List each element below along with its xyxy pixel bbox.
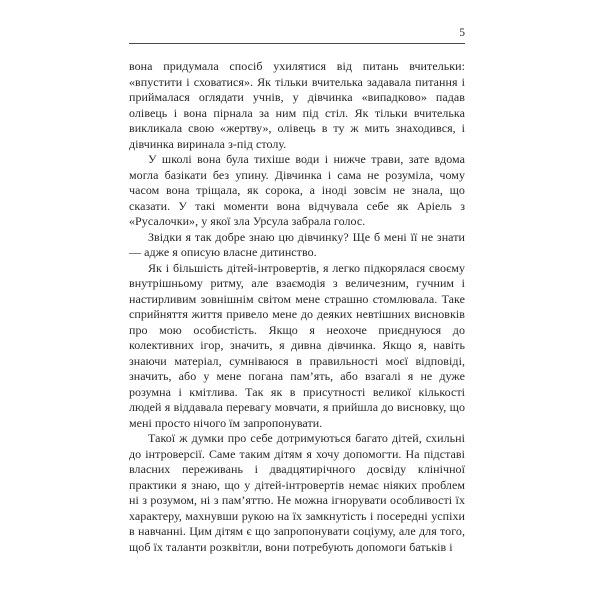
page-number: 5 [459,27,465,39]
page-header-rule [129,26,465,44]
paragraph: У школі вона була тихіше води і нижче трави, зате вдома могла базікати без упину. Дівчинка і сама не розуміла, чому часом вона тріщала, як сорока, а іноді зовсім не знала, що сказати. У такі моменти вона відчувала себе як Аріель з «Русалочки», у якої зла Урсула забрала голос. [129,152,465,228]
paragraph: Такої ж думки про себе дотримуються багато дітей, схильні до інтроверсії. Саме таким дітям я хочу допомогти. На підставі власних переживань і двадцятирічного досвіду клінічної практики я знаю, що у дітей-інтровертів немає ніяких проблем ні з розумом, ні з пам’яттю. Не можна ігнорувати особливості їх характеру, махнувши рукою на їх замкнутість і посередні успіхи в навчанні. Цим дітям є що запропонувати соціуму, але для того, щоб їх таланти розквітли, вони потребують допомоги батьків і [129,431,465,554]
text-column [129,26,465,555]
paragraph: вона придумала спосіб ухилятися від питань вчительки: «впустити і сховатися». Як тільки вчителька задавала питання і приймалася оглядати учнів, у дівчинка «випадково» падав олівець і вона пірнала за ним під стіл. Як тільки вчителька викликала свою «жертву», олівець в ту ж мить знаходився, і дівчинка виринала з-під столу. [129,59,465,151]
paragraph: Як і більшість дітей-інтровертів, я легко підкорялася своєму внутрішньому ритму, але взаємодія з величезним, гучним і настирливим зовнішнім світом мене страшно стомлювала. Таке сприйняття життя привело мене до деяких невтішних висновків про мою особистість. Якщо я неохоче приєднуюся до колективних ігор, значить, я дивна дівчинка. Якщо я, навіть знаючи матеріал, сумніваюся в правильності моєї відповіді, значить, або у мене погана пам’ять, або взагалі я не дуже розумна і кмітлива. Так як в присутності великої кількості людей я віддавала перевагу мовчати, я прийшла до висновку, що мені просто нічого їм запропонувати. [129,260,465,430]
body-text [129,59,465,555]
paragraph: Звідки я так добре знаю цю дівчинку? Ще б мені її не знати — адже я описую власне дитинство. [129,229,465,259]
